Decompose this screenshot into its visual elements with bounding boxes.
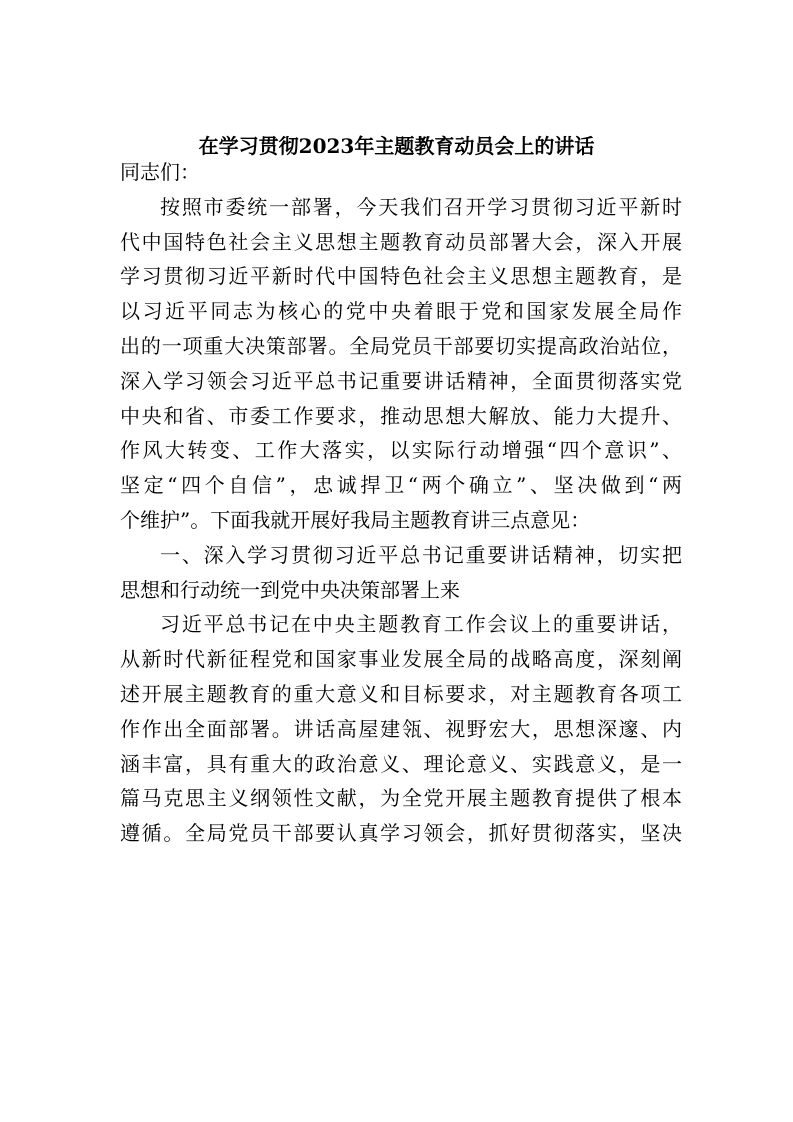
paragraph-1: [120, 190, 682, 538]
paragraph-line: 作风大转变、工作大落实，以实际行动增强“四个意识”、: [120, 438, 682, 463]
paragraph-line: 个维护”。下面我就开展好我局主题教育讲三点意见：: [120, 507, 591, 532]
paragraph-line: 习近平总书记在中央主题教育工作会议上的重要讲话，: [160, 612, 682, 637]
heading-line: 思想和行动统一到党中央决策部署上来: [120, 577, 460, 602]
section-heading-1: [120, 538, 682, 608]
paragraph-2: [120, 607, 682, 851]
paragraph-line: 作作出全面部署。讲话高屋建瓴、视野宏大，思想深邃、内: [120, 716, 682, 741]
paragraph-line: 涵丰富，具有重大的政治意义、理论意义、实践意义，是一: [120, 751, 682, 776]
paragraph-line: 按照市委统一部署，今天我们召开学习贯彻习近平新时: [160, 194, 682, 219]
paragraph-line: 述开展主题教育的重大意义和目标要求，对主题教育各项工: [120, 681, 682, 706]
paragraph-line: 以习近平同志为核心的党中央着眼于党和国家发展全局作: [120, 299, 682, 324]
paragraph-line: 出的一项重大决策部署。全局党员干部要切实提高政治站位，: [120, 333, 682, 358]
document-body: [120, 155, 682, 851]
document-title: 在学习贯彻2023年主题教育动员会上的讲话: [198, 134, 595, 158]
salutation: 同志们：: [120, 160, 200, 184]
paragraph-line: 遵循。全局党员干部要认真学习领会，抓好贯彻落实，坚决: [120, 821, 682, 846]
paragraph-line: 代中国特色社会主义思想主题教育动员部署大会，深入开展: [120, 229, 682, 254]
paragraph-line: 从新时代新征程党和国家事业发展全局的战略高度，深刻阐: [120, 647, 682, 672]
paragraph-line: 学习贯彻习近平新时代中国特色社会主义思想主题教育，是: [120, 264, 682, 289]
paragraph-line: 篇马克思主义纲领性文献，为全党开展主题教育提供了根本: [120, 786, 682, 811]
paragraph-line: 深入学习领会习近平总书记重要讲话精神，全面贯彻落实党: [120, 368, 682, 393]
heading-line: 一、深入学习贯彻习近平总书记重要讲话精神，切实把: [160, 542, 682, 567]
paragraph-line: 坚定“四个自信”，忠诚捍卫“两个确立”、坚决做到“两: [120, 473, 682, 498]
paragraph-line: 中央和省、市委工作要求，推动思想大解放、能力大提升、: [120, 403, 682, 428]
